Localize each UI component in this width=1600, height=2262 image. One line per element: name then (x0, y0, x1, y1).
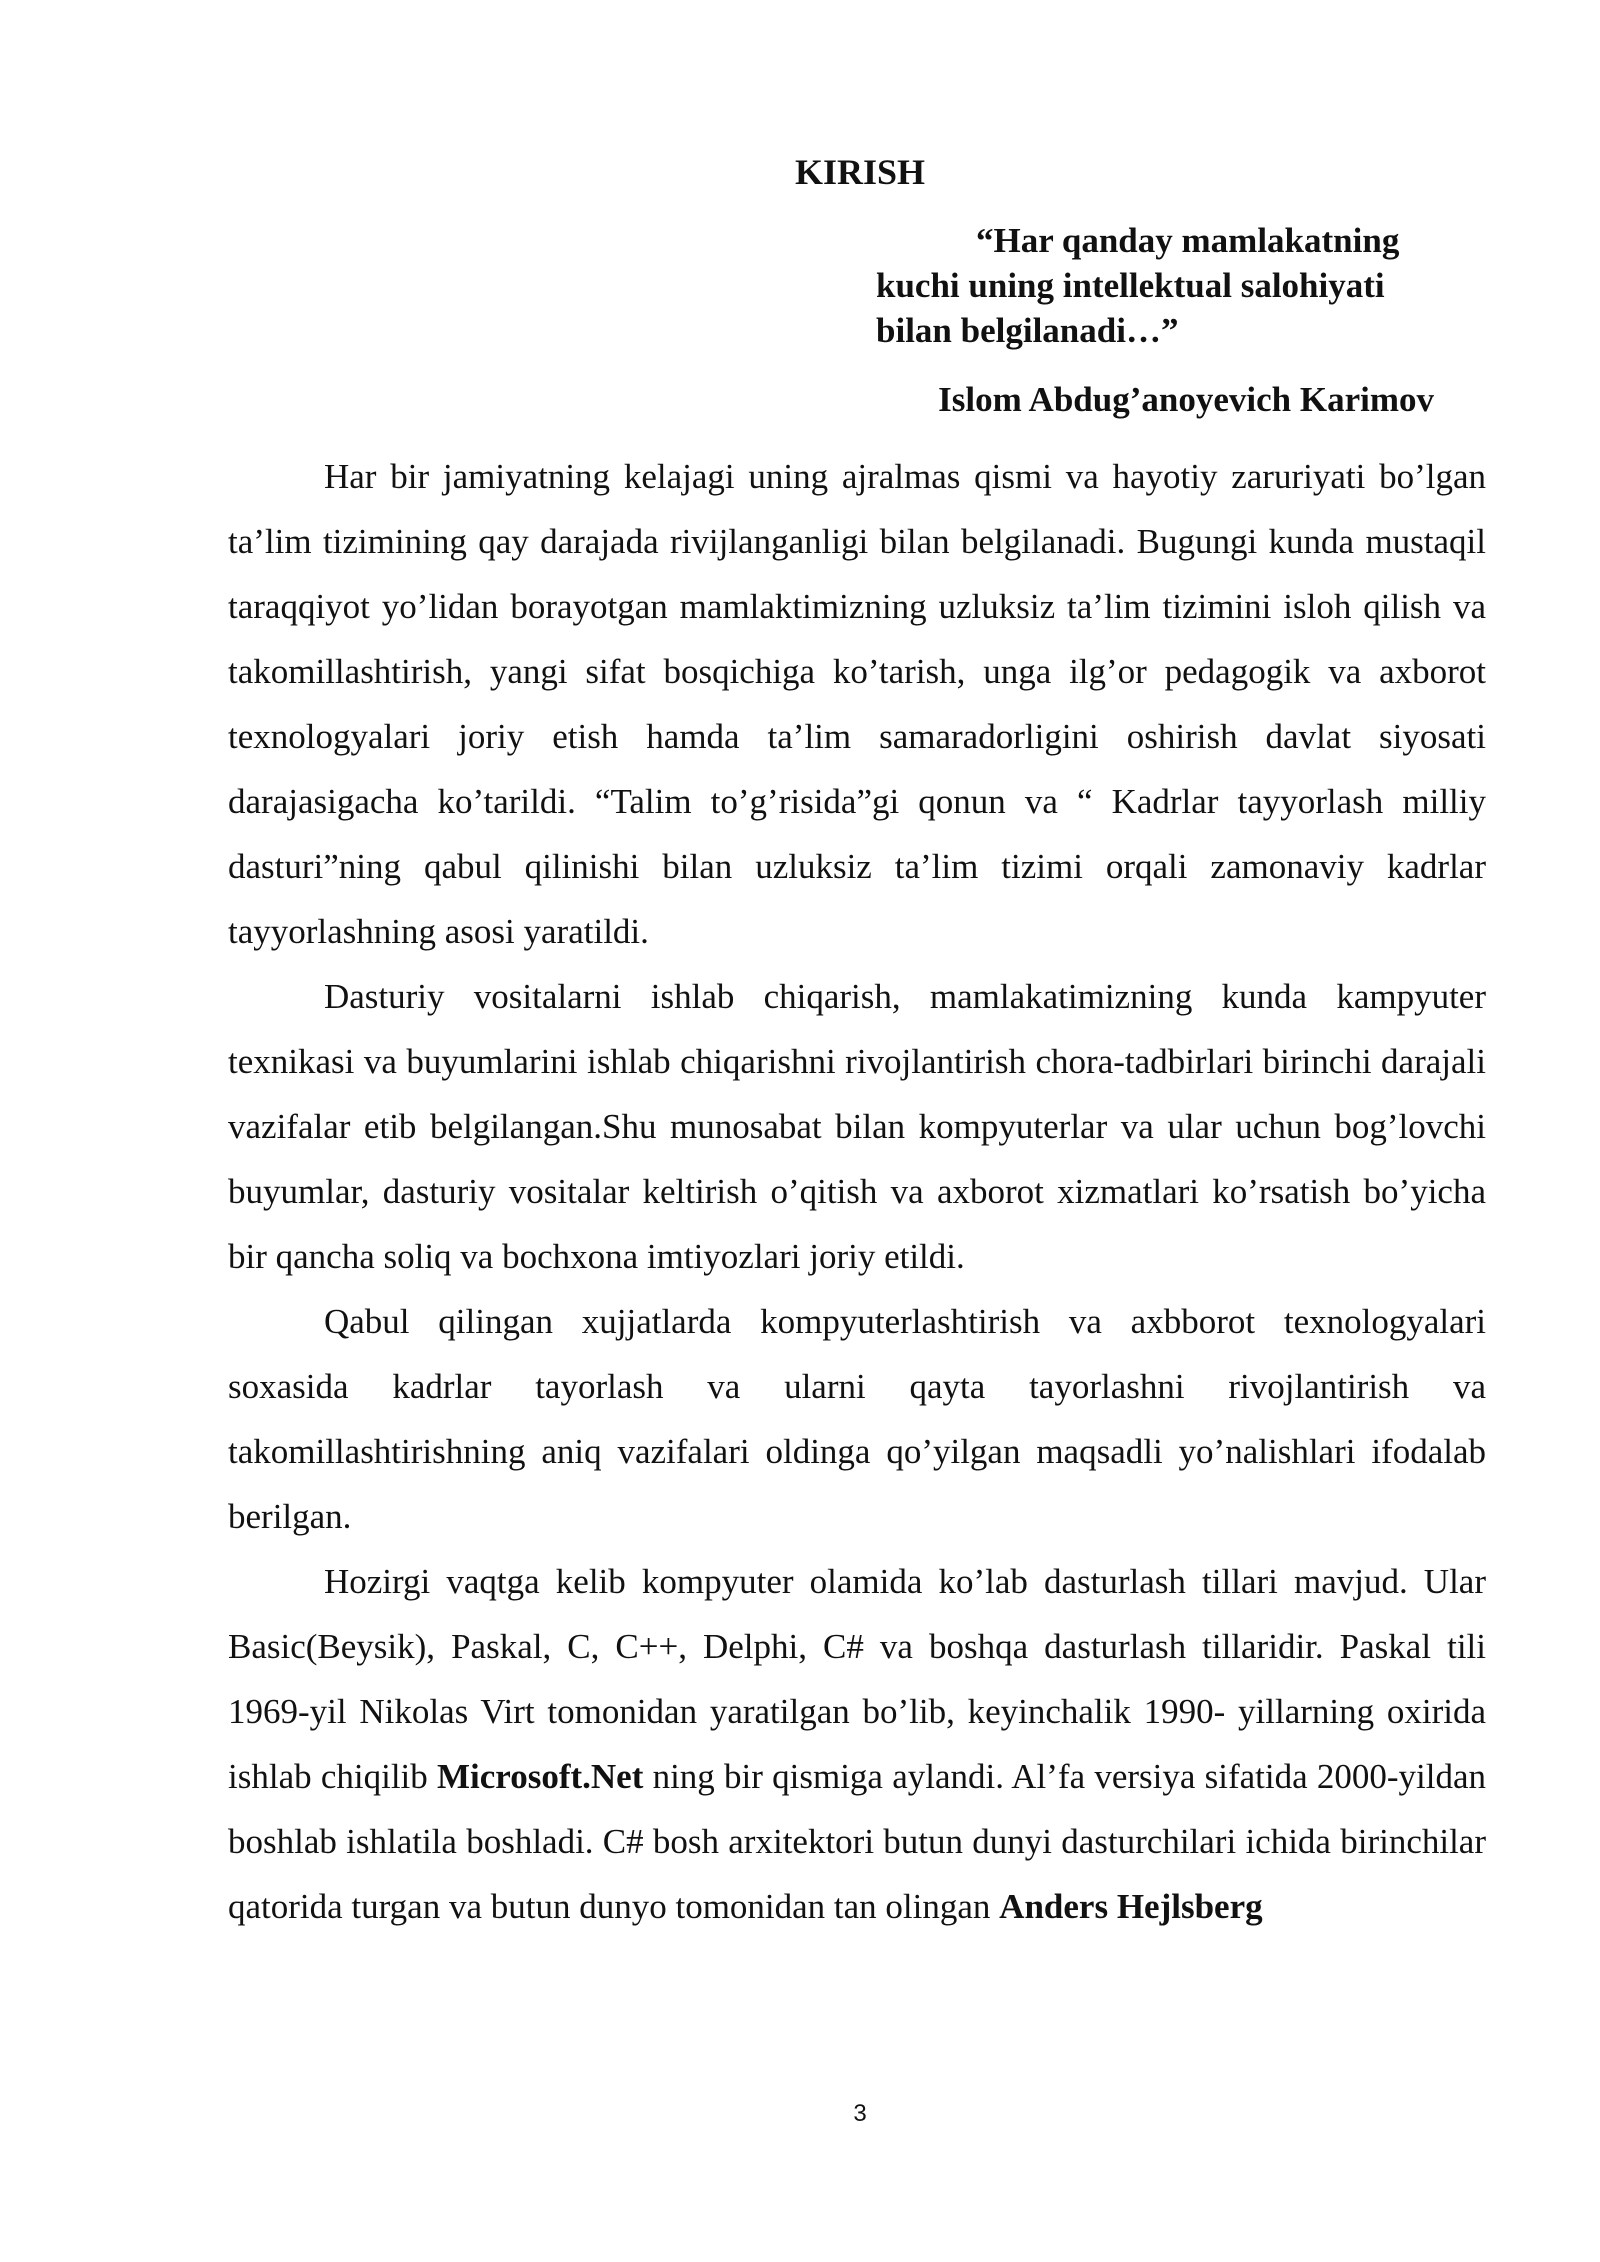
paragraph-4 (228, 1549, 1486, 1939)
page-title: KIRISH (794, 152, 926, 192)
paragraph-4-text-b: ning bir qismiga aylandi. Al’fa versiya sifatida 2000-yildan boshlab ishlatila boshladi. C# bosh arxitektori butun dunyi dasturchilari ichida birinchilar qatorida turgan va butun dunyo tomonidan tan olingan (228, 1757, 1487, 1926)
epigraph-line-1: “Har qanday mamlakatning (976, 221, 1400, 260)
page-number: 3 (853, 2100, 867, 2127)
epigraph-line-3: bilan belgilanadi…” (876, 311, 1179, 350)
microsoft-net-term: Microsoft.Net (437, 1757, 644, 1796)
paragraph-2: Dasturiy vositalarni ishlab chiqarish, mamlakatimizning kunda kampyuter texnikasi va buyumlarini ishlab chiqarishni rivojlantirish chora-tadbirlari birinchi darajali vazifalar etib belgilangan.Shu munosabat bilan kompyuterlar va ular uchun bog’lovchi buyumlar, dasturiy vositalar keltirish o’qitish va axborot xizmatlari ko’rsatish bo’yicha bir qancha soliq va bochxona imtiyozlari joriy etildi. (228, 977, 1486, 1276)
anders-hejlsberg-name: Anders Hejlsberg (999, 1887, 1263, 1926)
body-text (228, 444, 1486, 1939)
paragraph-3: Qabul qilingan xujjatlarda kompyuterlashtirish va axbborot texnologyalari soxasida kadrlar tayorlash va ularni qayta tayorlashni rivojlantirish va takomillashtirishning aniq vazifalari oldinga qo’yilgan maqsadli yo’nalishlari ifodalab berilgan. (228, 1302, 1486, 1536)
paragraph-4-text-a: Hozirgi vaqtga kelib kompyuter olamida ko’lab dasturlash tillari mavjud. Ular Basic(Beysik), Paskal, C, C++, Delphi, C# va boshqa dasturlash tillaridir. Paskal tili 1969-yil Nikolas Virt tomonidan yaratilgan bo’lib, keyinchalik 1990- yillarning oxirida ishlab chiqilib (228, 1562, 1486, 1796)
paragraph-1: Har bir jamiyatning kelajagi uning ajralmas qismi va hayotiy zaruriyati bo’lgan ta’lim tizimining qay darajada rivijlanganligi bilan belgilanadi. Bugungi kunda mustaqil taraqqiyot yo’lidan borayotgan mamlaktimizning uzluksiz ta’lim tizimini isloh qilish va takomillashtirish, yangi sifat bosqichiga ko’tarish, unga ilg’or pedagogik va axborot texnologyalari joriy etish hamda ta’lim samaradorligini oshirish davlat siyosati darajasigacha ko’tarildi. “Talim to’g’risida”gi qonun va “ Kadrlar tayyorlash milliy dasturi”ning qabul qilinishi bilan uzluksiz ta’lim tizimi orqali zamonaviy kadrlar tayyorlashning asosi yaratildi. (228, 457, 1486, 951)
epigraph-line-2: kuchi uning intellektual salohiyati (876, 266, 1385, 305)
epigraph-author: Islom Abdug’anoyevich Karimov (938, 380, 1434, 419)
epigraph-quote (876, 218, 1436, 353)
